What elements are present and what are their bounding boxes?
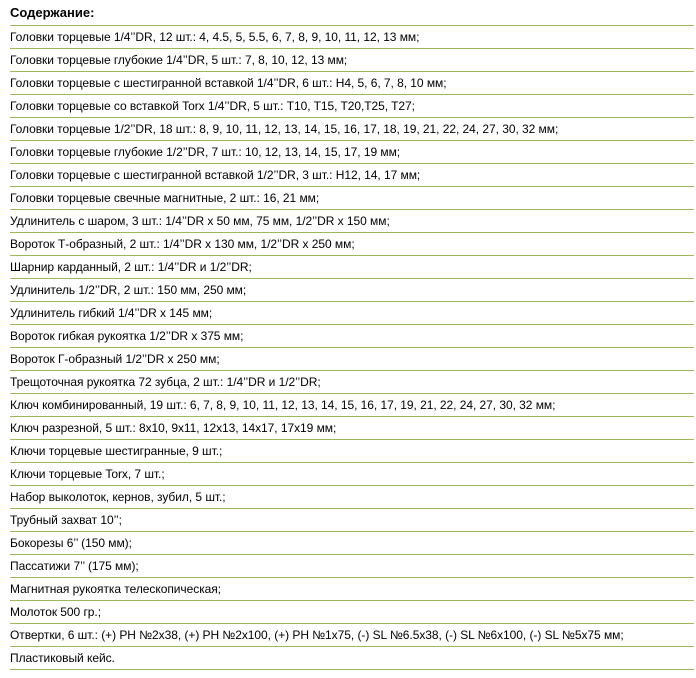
- contents-list: [10, 26, 694, 670]
- contents-title: Содержание:: [10, 0, 694, 26]
- list-item: Вороток Т-образный, 2 шт.: 1/4’’DR x 130 мм, 1/2’’DR x 250 мм;: [10, 233, 694, 256]
- list-item: Головки торцевые с шестигранной вставкой 1/2’’DR, 3 шт.: H12, 14, 17 мм;: [10, 164, 694, 187]
- list-item: Шарнир карданный, 2 шт.: 1/4’’DR и 1/2’’DR;: [10, 256, 694, 279]
- list-item: Набор выколоток, кернов, зубил, 5 шт.;: [10, 486, 694, 509]
- list-item: Ключи торцевые Torx, 7 шт.;: [10, 463, 694, 486]
- list-item: Пластиковый кейс.: [10, 647, 694, 670]
- list-item: Вороток Г-образный 1/2’’DR x 250 мм;: [10, 348, 694, 371]
- list-item: Головки торцевые 1/2’’DR, 18 шт.: 8, 9, 10, 11, 12, 13, 14, 15, 16, 17, 18, 19, 21, 22, 24, 27, 30, 32 мм;: [10, 118, 694, 141]
- list-item: Ключ разрезной, 5 шт.: 8x10, 9x11, 12x13, 14x17, 17x19 мм;: [10, 417, 694, 440]
- list-item: Ключ комбинированный, 19 шт.: 6, 7, 8, 9, 10, 11, 12, 13, 14, 15, 16, 17, 19, 21, 22, 24, 27, 30, 32 мм;: [10, 394, 694, 417]
- list-item: Удлинитель гибкий 1/4’’DR x 145 мм;: [10, 302, 694, 325]
- list-item: Трубный захват 10’’;: [10, 509, 694, 532]
- list-item: Вороток гибкая рукоятка 1/2’’DR x 375 мм;: [10, 325, 694, 348]
- list-item: Удлинитель 1/2’’DR, 2 шт.: 150 мм, 250 мм;: [10, 279, 694, 302]
- list-item: Ключи торцевые шестигранные, 9 шт.;: [10, 440, 694, 463]
- list-item: Головки торцевые глубокие 1/4’’DR, 5 шт.: 7, 8, 10, 12, 13 мм;: [10, 49, 694, 72]
- list-item: Пассатижи 7’’ (175 мм);: [10, 555, 694, 578]
- list-item: Бокорезы 6’’ (150 мм);: [10, 532, 694, 555]
- list-item: Головки торцевые глубокие 1/2’’DR, 7 шт.: 10, 12, 13, 14, 15, 17, 19 мм;: [10, 141, 694, 164]
- list-item: Головки торцевые свечные магнитные, 2 шт.: 16, 21 мм;: [10, 187, 694, 210]
- list-item: Удлинитель с шаром, 3 шт.: 1/4’’DR x 50 мм, 75 мм, 1/2’’DR x 150 мм;: [10, 210, 694, 233]
- list-item: Магнитная рукоятка телескопическая;: [10, 578, 694, 601]
- list-item: Отвертки, 6 шт.: (+) PH №2x38, (+) PH №2x100, (+) PH №1x75, (-) SL №6.5x38, (-) SL №6x100, (-) SL №5x75 мм;: [10, 624, 694, 647]
- list-item: Головки торцевые с шестигранной вставкой 1/4’’DR, 6 шт.: H4, 5, 6, 7, 8, 10 мм;: [10, 72, 694, 95]
- list-item: Головки торцевые со вставкой Torx 1/4’’DR, 5 шт.: T10, T15, T20,T25, T27;: [10, 95, 694, 118]
- list-item: Молоток 500 гр.;: [10, 601, 694, 624]
- list-item: Трещоточная рукоятка 72 зубца, 2 шт.: 1/4’’DR и 1/2’’DR;: [10, 371, 694, 394]
- list-item: Головки торцевые 1/4’’DR, 12 шт.: 4, 4.5, 5, 5.5, 6, 7, 8, 9, 10, 11, 12, 13 мм;: [10, 26, 694, 49]
